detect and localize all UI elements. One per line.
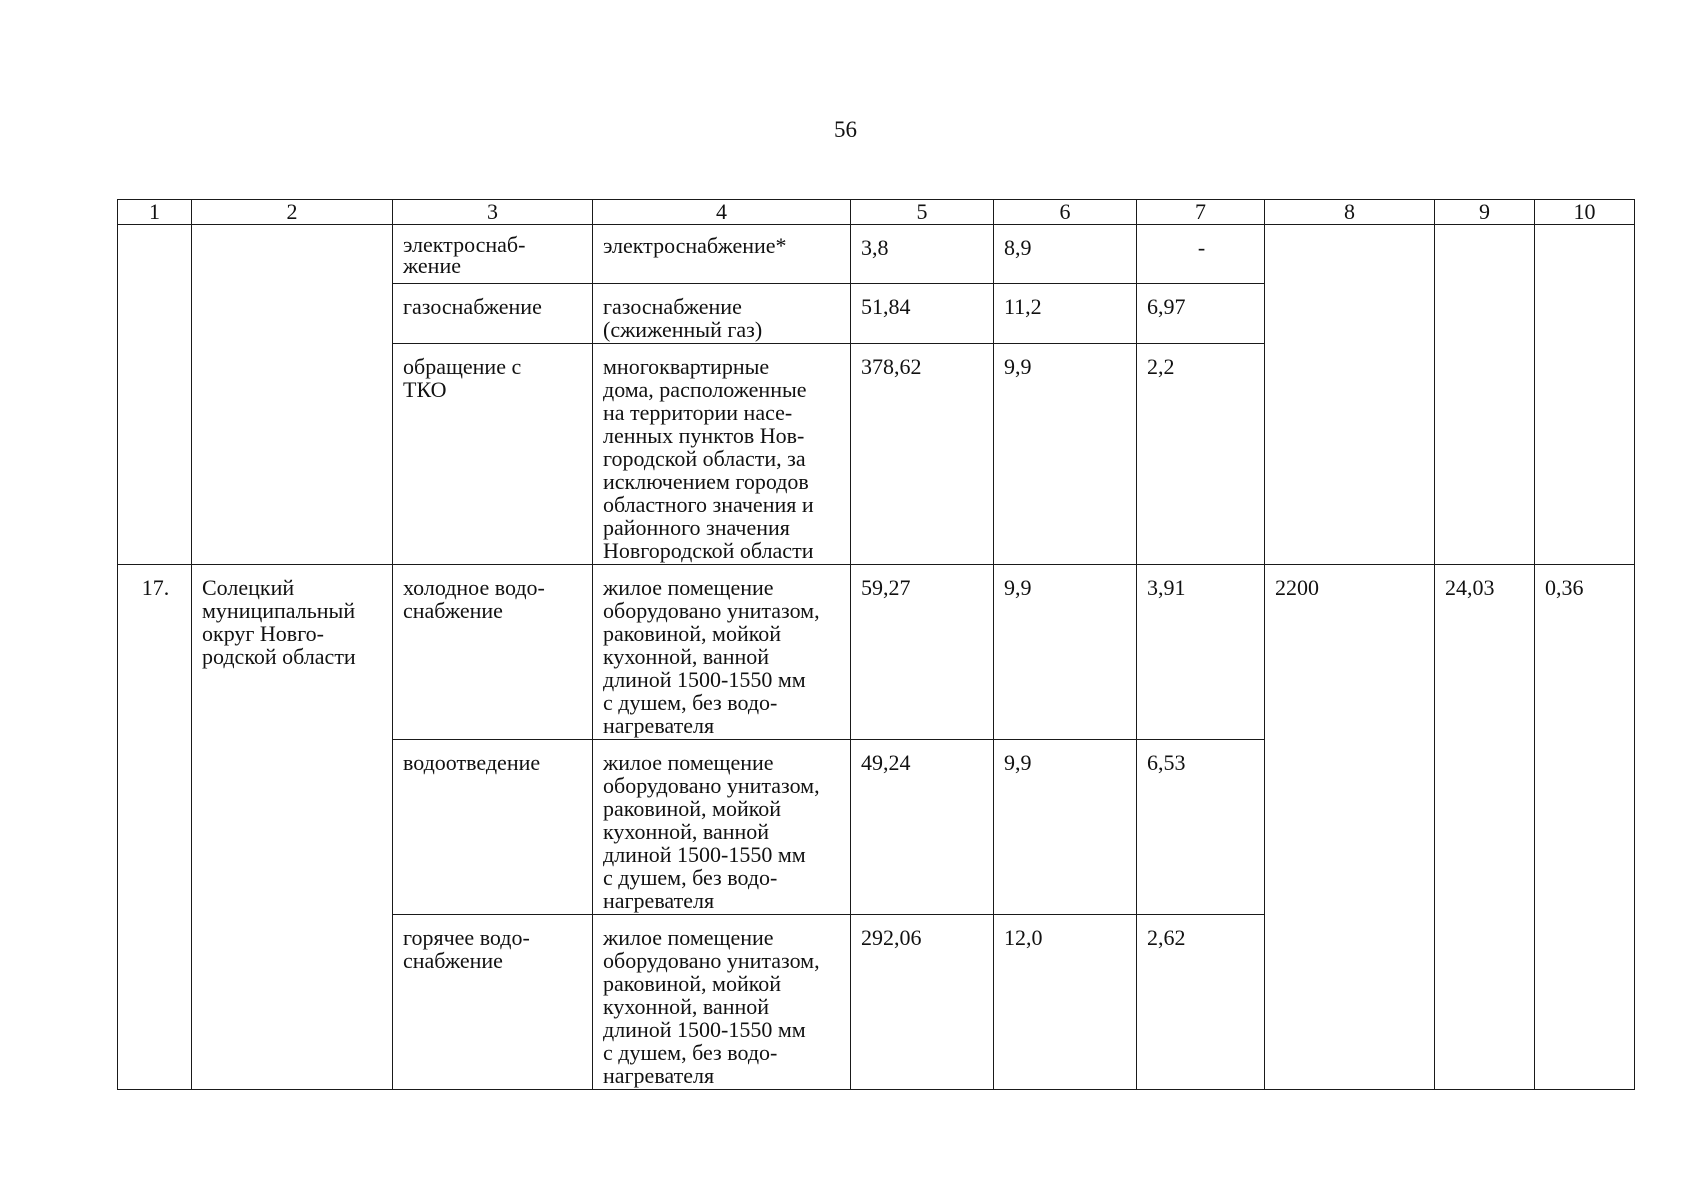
value-cell: 3,91 (1137, 565, 1265, 740)
value-cell: 51,84 (851, 284, 994, 344)
value-cell: 378,62 (851, 344, 994, 565)
column-number-row (118, 200, 1635, 225)
column-header: 4 (593, 200, 851, 225)
value-cell: 59,27 (851, 565, 994, 740)
value-cell: 49,24 (851, 740, 994, 915)
value-cell: 2200 (1265, 565, 1435, 1090)
column-header: 9 (1435, 200, 1535, 225)
value-cell: 2,2 (1137, 344, 1265, 565)
value-cell: - (1137, 225, 1265, 284)
value-cell: 3,8 (851, 225, 994, 284)
value-cell: 2,62 (1137, 915, 1265, 1090)
column-header: 7 (1137, 200, 1265, 225)
value-cell: 9,9 (994, 740, 1137, 915)
table-row (118, 565, 1635, 740)
category-cell: электроснабжение* (593, 225, 851, 284)
column-header: 10 (1535, 200, 1635, 225)
column-header: 6 (994, 200, 1137, 225)
municipality-cell: Солецкий муниципальный округ Новго- родской области (192, 565, 393, 1090)
value-cell: 292,06 (851, 915, 994, 1090)
service-cell: холодное водо- снабжение (393, 565, 593, 740)
value-cell: 11,2 (994, 284, 1137, 344)
service-cell: водоотведение (393, 740, 593, 915)
value-cell: 6,97 (1137, 284, 1265, 344)
category-cell: газоснабжение (сжиженный газ) (593, 284, 851, 344)
column-header: 3 (393, 200, 593, 225)
column-header: 1 (118, 200, 192, 225)
municipality-cell (192, 225, 393, 565)
value-cell: 9,9 (994, 565, 1137, 740)
number-cell: 17. (118, 565, 192, 1090)
tariff-table (117, 199, 1635, 1090)
column-header: 8 (1265, 200, 1435, 225)
value-cell (1435, 225, 1535, 565)
service-cell: обращение с ТКО (393, 344, 593, 565)
table-row (118, 225, 1635, 284)
column-header: 2 (192, 200, 393, 225)
value-cell: 9,9 (994, 344, 1137, 565)
value-cell: 8,9 (994, 225, 1137, 284)
column-header: 5 (851, 200, 994, 225)
value-cell: 24,03 (1435, 565, 1535, 1090)
category-cell: жилое помещение оборудовано унитазом, раковиной, мойкой кухонной, ванной длиной 1500-1550 мм с душем, без водо- нагревателя (593, 915, 851, 1090)
category-cell: жилое помещение оборудовано унитазом, раковиной, мойкой кухонной, ванной длиной 1500-1550 мм с душем, без водо- нагревателя (593, 740, 851, 915)
category-cell: многоквартирные дома, расположенные на территории насе- ленных пунктов Нов- городской области, за исключением городов областного значения и районного значения Новгородской области (593, 344, 851, 565)
service-cell: горячее водо- снабжение (393, 915, 593, 1090)
value-cell: 0,36 (1535, 565, 1635, 1090)
value-cell: 6,53 (1137, 740, 1265, 915)
service-cell: газоснабжение (393, 284, 593, 344)
value-cell (1265, 225, 1435, 565)
value-cell (1535, 225, 1635, 565)
value-cell: 12,0 (994, 915, 1137, 1090)
category-cell: жилое помещение оборудовано унитазом, раковиной, мойкой кухонной, ванной длиной 1500-1550 мм с душем, без водо- нагревателя (593, 565, 851, 740)
number-cell (118, 225, 192, 565)
page-number: 56 (834, 117, 857, 142)
service-cell: электроснаб- жение (393, 225, 593, 284)
